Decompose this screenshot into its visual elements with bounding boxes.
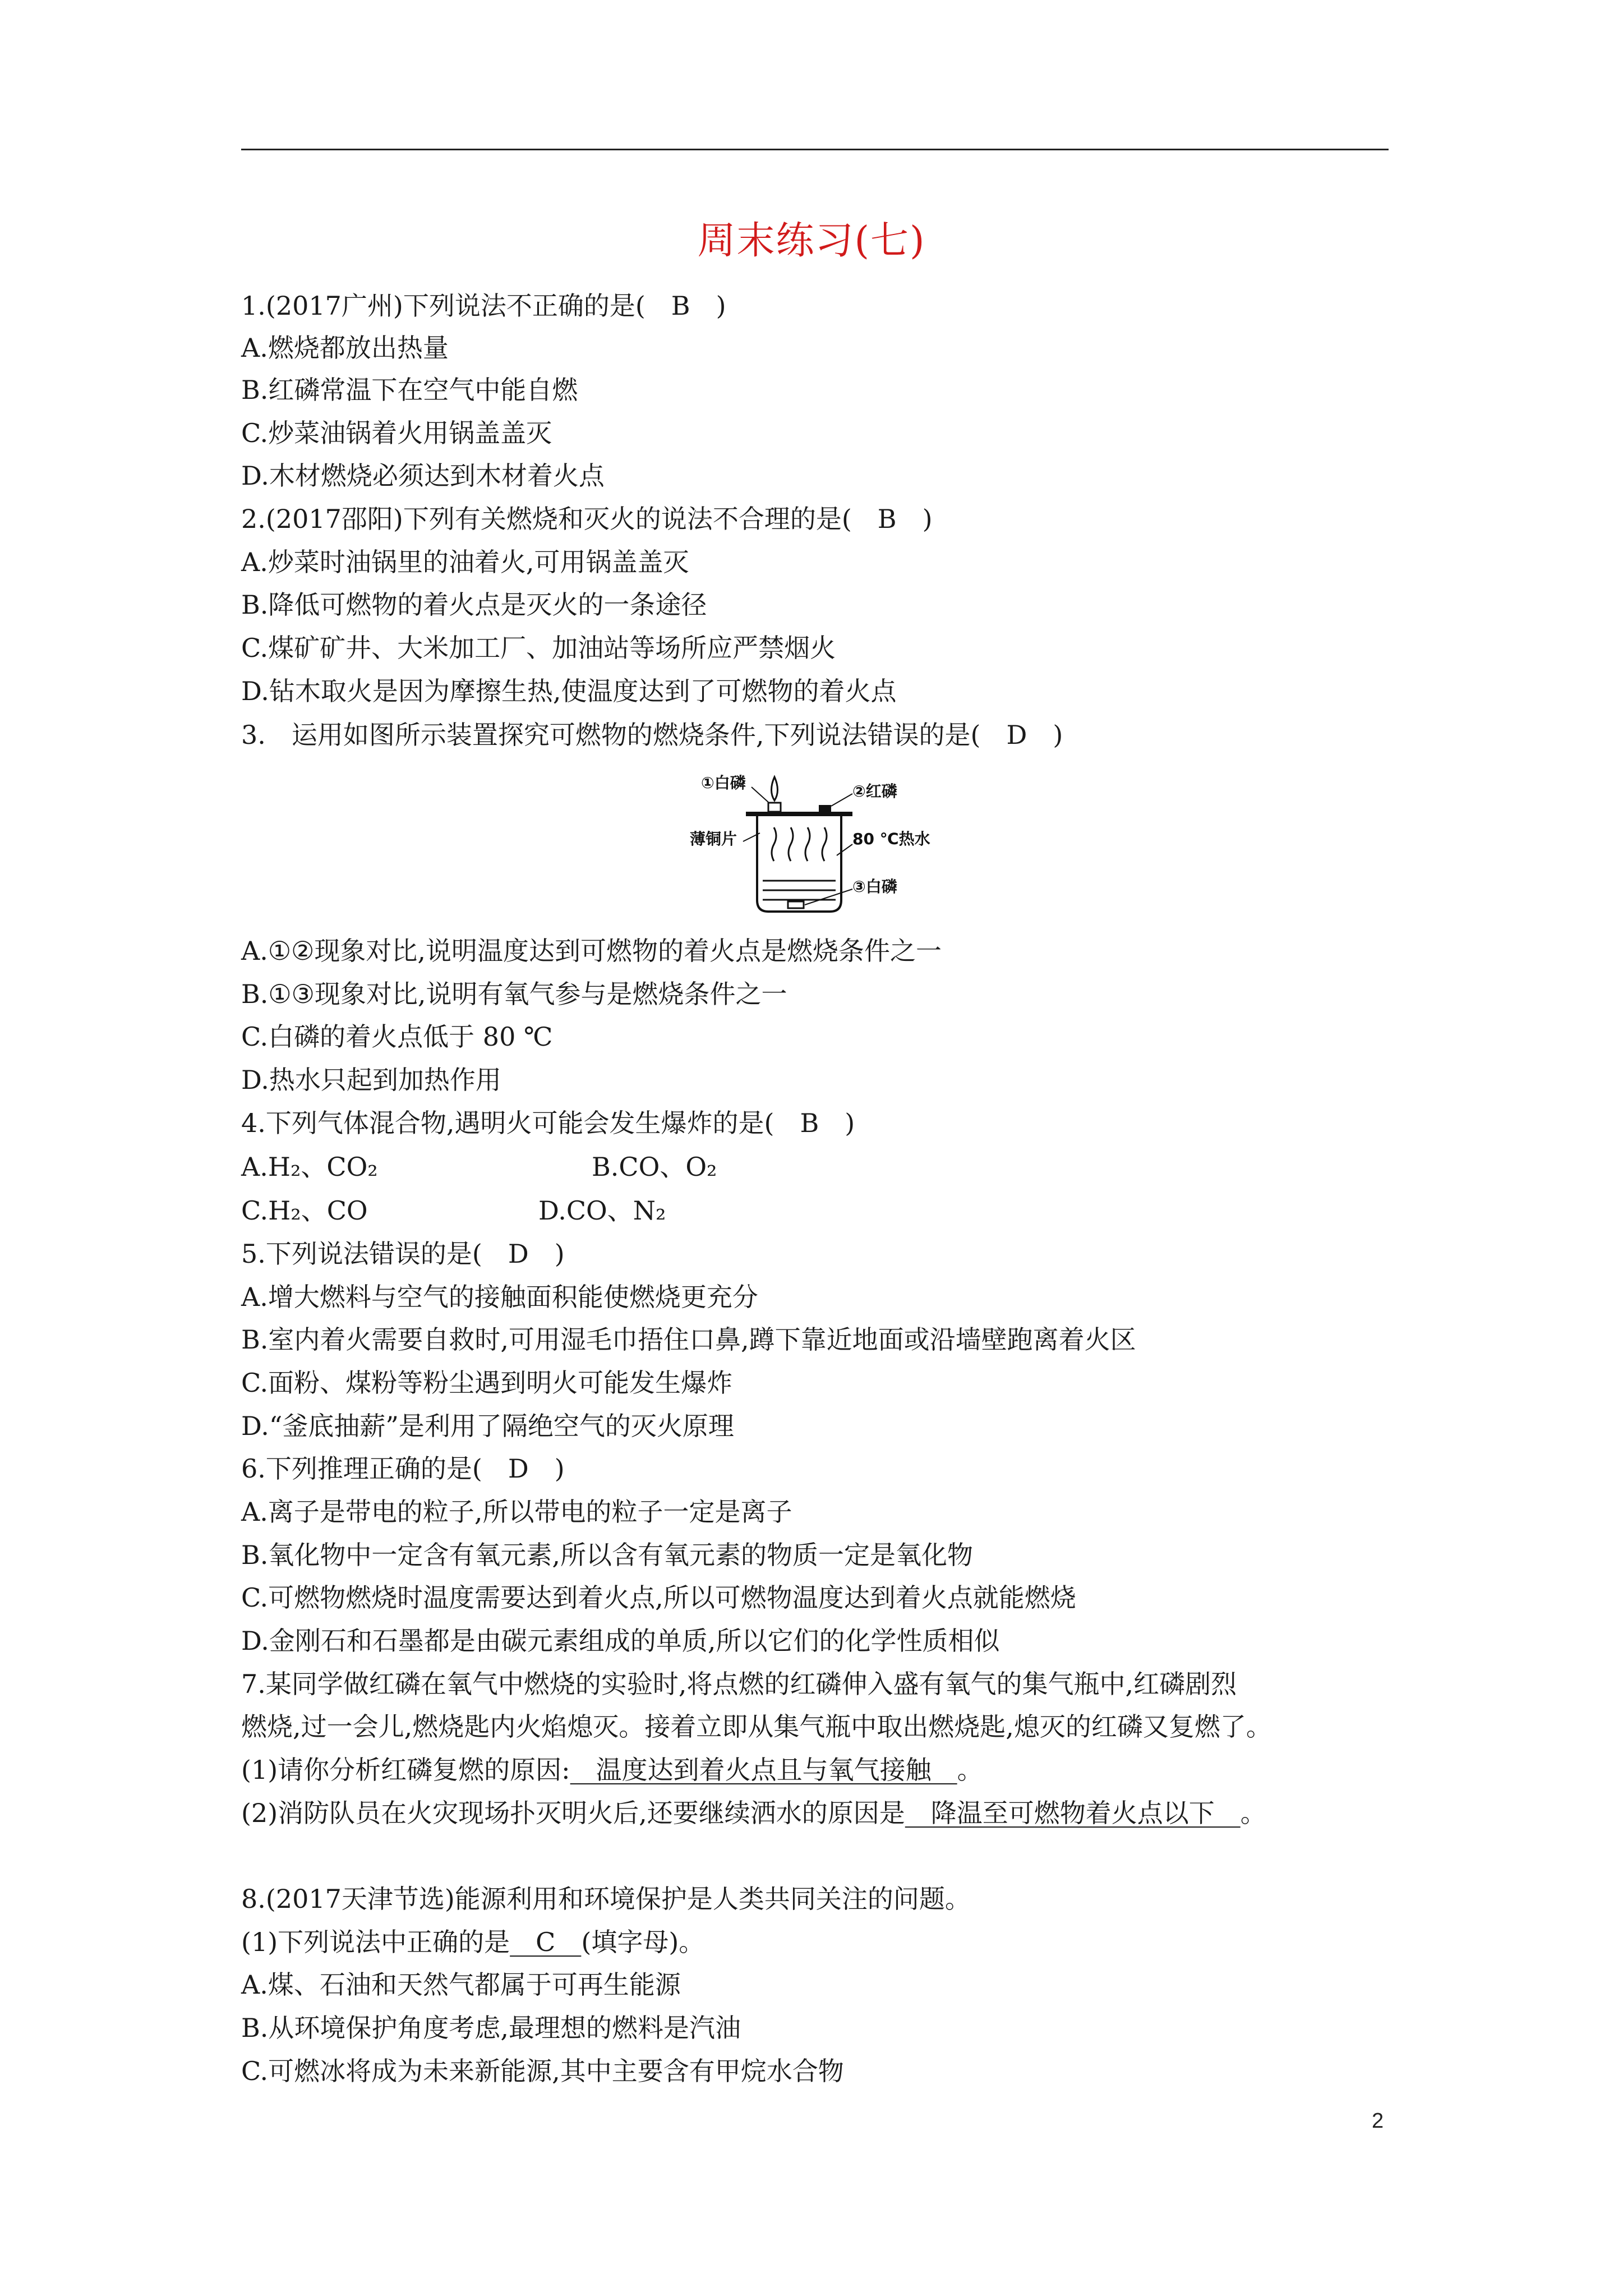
water-wave-2 (789, 827, 793, 861)
header-rule (241, 149, 1389, 150)
water-wave-4 (822, 827, 827, 861)
q7-part1-prefix: (1)请你分析红磷复燃的原因: (241, 1755, 570, 1785)
water-wave-1 (772, 827, 776, 861)
q7-part2-prefix: (2)消防队员在火灾现场扑灭明火后,还要继续洒水的原因是 (241, 1798, 905, 1828)
q5-option-a: A.增大燃料与空气的接触面积能使燃烧更充分 (241, 1282, 758, 1312)
q8-part1-answer: C (510, 1927, 582, 1957)
q1-stem: 1.(2017广州)下列说法不正确的是( B ) (241, 291, 726, 321)
q7-part1-answer: 温度达到着火点且与氧气接触 (570, 1755, 957, 1785)
q1-option-d: D.木材燃烧必须达到木材着火点 (241, 461, 605, 491)
q8-part1-prefix: (1)下列说法中正确的是 (241, 1927, 510, 1957)
q3-option-d: D.热水只起到加热作用 (241, 1065, 501, 1095)
combustion-apparatus-figure (690, 771, 937, 917)
q4-option-b: B.CO、O₂ (592, 1152, 717, 1182)
flame-icon (772, 777, 778, 800)
copper-sheet (746, 812, 852, 816)
leader-5 (805, 889, 852, 905)
q7-stem-line1: 7.某同学做红磷在氧气中燃烧的实验时,将点燃的红磷伸入盛有氧气的集气瓶中,红磷剧烈 (241, 1669, 1237, 1699)
q4-option-a: A.H₂、CO₂ (241, 1152, 378, 1182)
q5-option-c: C.面粉、煤粉等粉尘遇到明火可能发生爆炸 (241, 1368, 733, 1398)
q2-option-a: A.炒菜时油锅里的油着火,可用锅盖盖灭 (241, 547, 689, 577)
q8-part1 (241, 1925, 704, 1959)
q1-option-a: A.燃烧都放出热量 (241, 333, 449, 363)
leader-1 (751, 787, 768, 802)
q4-stem: 4.下列气体混合物,遇明火可能会发生爆炸的是( B ) (241, 1108, 855, 1138)
q5-option-b: B.室内着火需要自救时,可用湿毛巾捂住口鼻,蹲下靠近地面或沿墙壁跑离着火区 (241, 1324, 1136, 1355)
q6-option-b: B.氧化物中一定含有氧元素,所以含有氧元素的物质一定是氧化物 (241, 1540, 974, 1570)
q8-part1-suffix: (填字母)。 (581, 1927, 705, 1957)
leader-4 (837, 844, 852, 855)
red-phosphorus-2 (819, 805, 831, 812)
q7-stem-line2: 燃烧,过一会儿,燃烧匙内火焰熄灭。接着立即从集气瓶中取出燃烧匙,熄灭的红磷又复燃了。 (241, 1711, 1272, 1742)
q1-option-c: C.炒菜油锅着火用锅盖盖灭 (241, 418, 552, 448)
q7-part1-suffix: 。 (957, 1755, 983, 1785)
q1-option-b: B.红磷常温下在空气中能自燃 (241, 375, 578, 405)
water-wave-3 (805, 827, 810, 861)
q2-option-d: D.钻木取火是因为摩擦生热,使温度达到了可燃物的着火点 (241, 676, 897, 706)
q8-stem: 8.(2017天津节选)能源利用和环境保护是人类共同关注的问题。 (241, 1884, 971, 1914)
leader-2 (831, 794, 852, 806)
q4-option-d: D.CO、N₂ (538, 1195, 666, 1226)
figure-label-4: 80 ℃热水 (852, 830, 930, 848)
white-phosphorus-1 (768, 803, 781, 812)
q8-option-b: B.从环境保护角度考虑,最理想的燃料是汽油 (241, 2013, 741, 2043)
white-phosphorus-3 (788, 901, 804, 908)
q7-part2-answer: 降温至可燃物着火点以下 (905, 1798, 1241, 1828)
q8-option-a: A.煤、石油和天然气都属于可再生能源 (241, 1970, 681, 2000)
figure-label-2: ②红磷 (852, 782, 897, 800)
q8-option-c: C.可燃冰将成为未来新能源,其中主要含有甲烷水合物 (241, 2056, 844, 2086)
q6-option-a: A.离子是带电的粒子,所以带电的粒子一定是离子 (241, 1497, 792, 1527)
q5-option-d: D.“釜底抽薪”是利用了隔绝空气的灭火原理 (241, 1411, 734, 1441)
figure-label-3: 薄铜片 (690, 830, 737, 848)
q7-part1 (241, 1753, 983, 1787)
page-number: 2 (1372, 2109, 1384, 2133)
q3-option-b: B.①③现象对比,说明有氧气参与是燃烧条件之一 (241, 979, 787, 1009)
q7-part2 (241, 1796, 1266, 1830)
q5-stem: 5.下列说法错误的是( D ) (241, 1239, 565, 1269)
q6-option-c: C.可燃物燃烧时温度需要达到着火点,所以可燃物温度达到着火点就能燃烧 (241, 1582, 1076, 1613)
q2-stem: 2.(2017邵阳)下列有关燃烧和灭火的说法不合理的是( B ) (241, 504, 933, 534)
q3-stem: 3. 运用如图所示装置探究可燃物的燃烧条件,下列说法错误的是( D ) (241, 720, 1063, 750)
q3-option-c: C.白磷的着火点低于 80 ℃ (241, 1022, 553, 1052)
figure-label-5: ③白磷 (852, 877, 897, 896)
q2-option-b: B.降低可燃物的着火点是灭火的一条途径 (241, 590, 707, 620)
q3-option-a: A.①②现象对比,说明温度达到可燃物的着火点是燃烧条件之一 (241, 936, 942, 966)
q6-stem: 6.下列推理正确的是( D ) (241, 1453, 565, 1484)
figure-label-1: ①白磷 (701, 774, 746, 792)
q4-option-c: C.H₂、CO (241, 1195, 368, 1226)
page-title: 周末练习(七) (697, 219, 926, 263)
q2-option-c: C.煤矿矿井、大米加工厂、加油站等场所应严禁烟火 (241, 633, 836, 663)
q6-option-d: D.金刚石和石墨都是由碳元素组成的单质,所以它们的化学性质相似 (241, 1626, 1000, 1656)
q7-part2-suffix: 。 (1240, 1798, 1266, 1828)
